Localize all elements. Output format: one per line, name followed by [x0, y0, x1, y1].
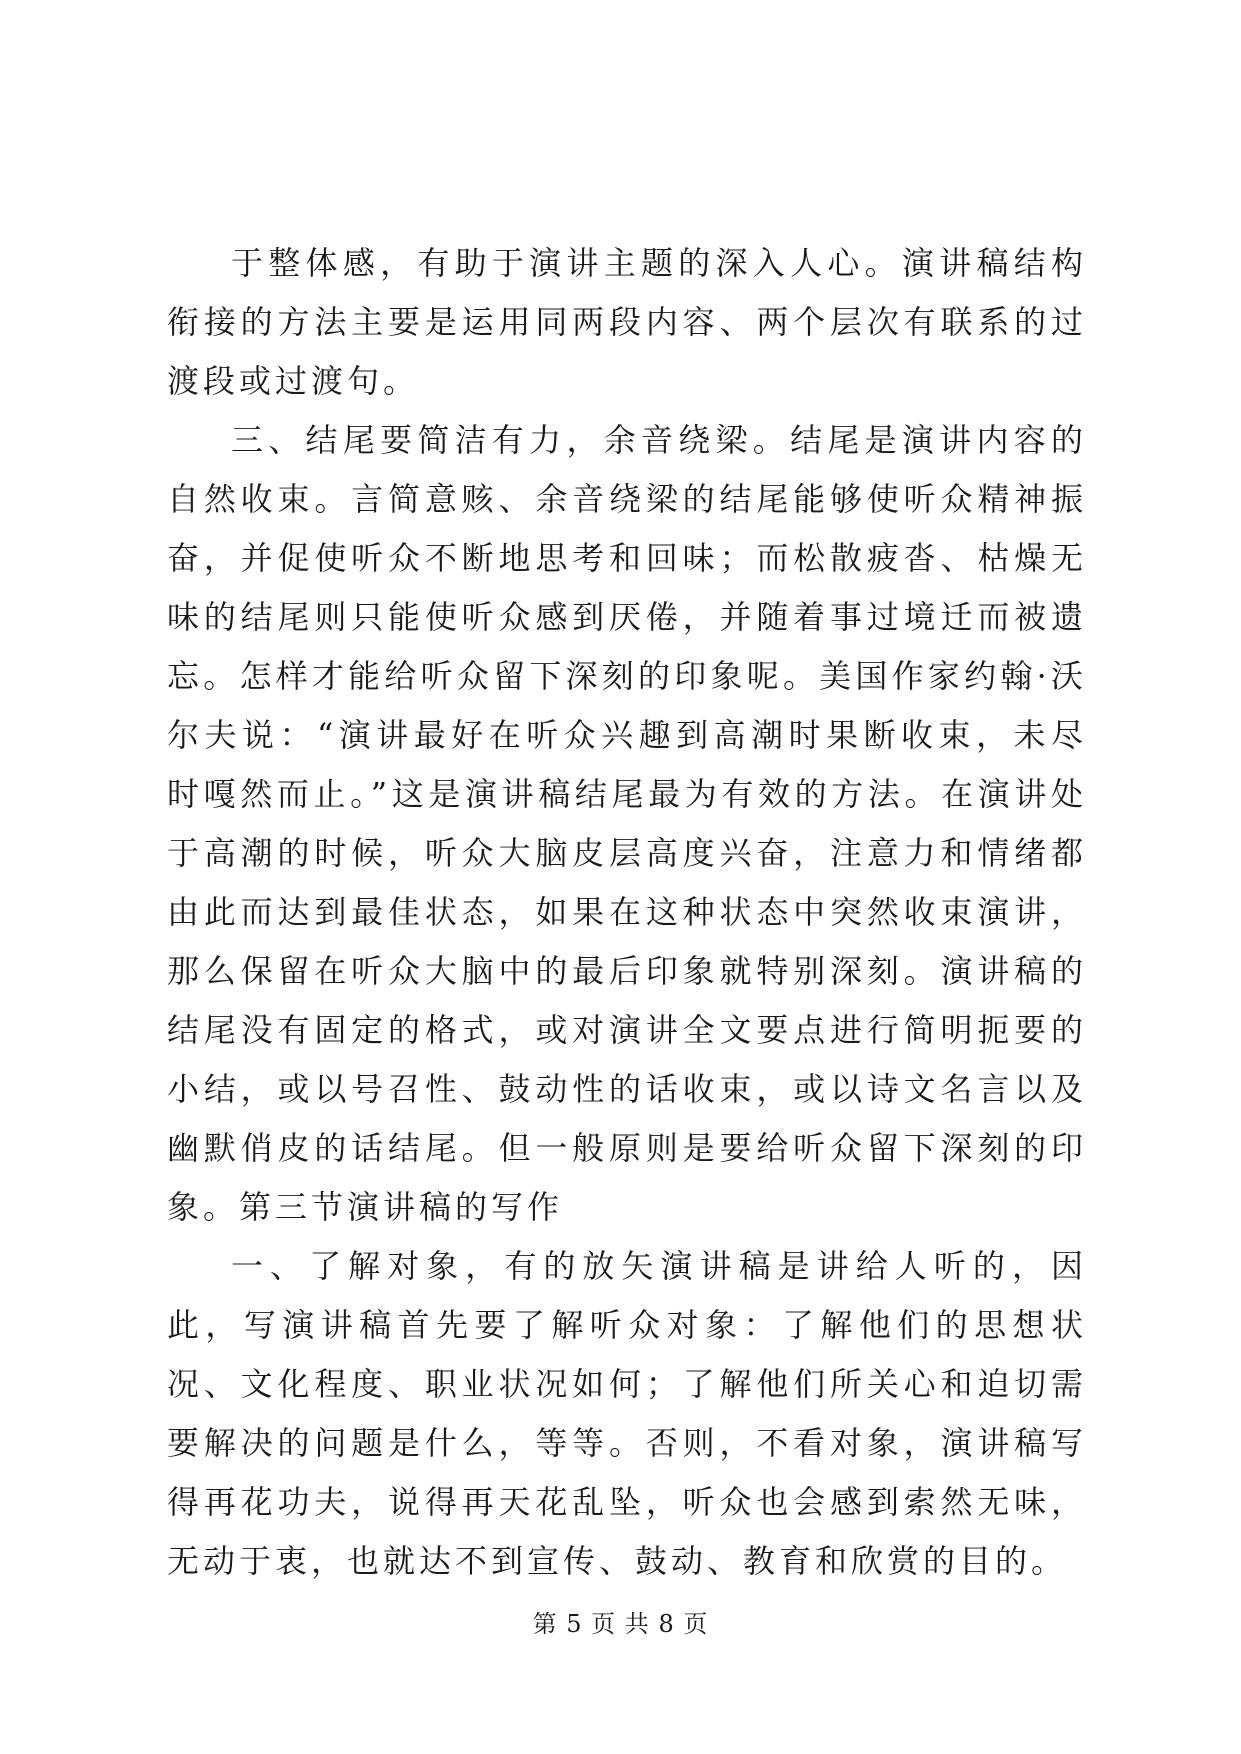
- page-number-footer: 第 5 页 共 8 页: [532, 1610, 709, 1638]
- paragraph-know-audience: 一、了解对象，有的放矢演讲稿是讲给人听的，因此，写演讲稿首先要了解听众对象：了解他们的思想状况、文化程度、职业状况如何；了解他们所关心和迫切需要解决的问题是什么，等等。否则，不看对象，演讲稿写得再花功夫，说得再天花乱坠，听众也会感到索然无味，无动于衷，也就达不到宣传、鼓动、教育和欣赏的目的。: [167, 1247, 1087, 1580]
- paragraph-ending-section: 三、结尾要简洁有力，余音绕梁。结尾是演讲内容的自然收束。言简意赅、余音绕梁的结尾能够使听众精神振奋，并促使听众不断地思考和回味；而松散疲沓、枯燥无味的结尾则只能使听众感到厌倦，并随着事过境迁而被遗忘。怎样才能给听众留下深刻的印象呢。美国作家约翰·沃尔夫说：“演讲最好在听众兴趣到高潮时果断收束，未尽时嘎然而止。”这是演讲稿结尾最为有效的方法。在演讲处于高潮的时候，听众大脑皮层高度兴奋，注意力和情绪都由此而达到最佳状态，如果在这种状态中突然收束演讲，那么保留在听众大脑中的最后印象就特别深刻。演讲稿的结尾没有固定的格式，或对演讲全文要点进行简明扼要的小结，或以号召性、鼓动性的话收束，或以诗文名言以及幽默俏皮的话结尾。但一般原则是要给听众留下深刻的印象。第三节演讲稿的写作: [167, 421, 1087, 1226]
- body-text: [167, 234, 1087, 1591]
- paragraph-transition-method: 于整体感，有助于演讲主题的深入人心。演讲稿结构衔接的方法主要是运用同两段内容、两个层次有联系的过渡段或过渡句。: [167, 244, 1087, 400]
